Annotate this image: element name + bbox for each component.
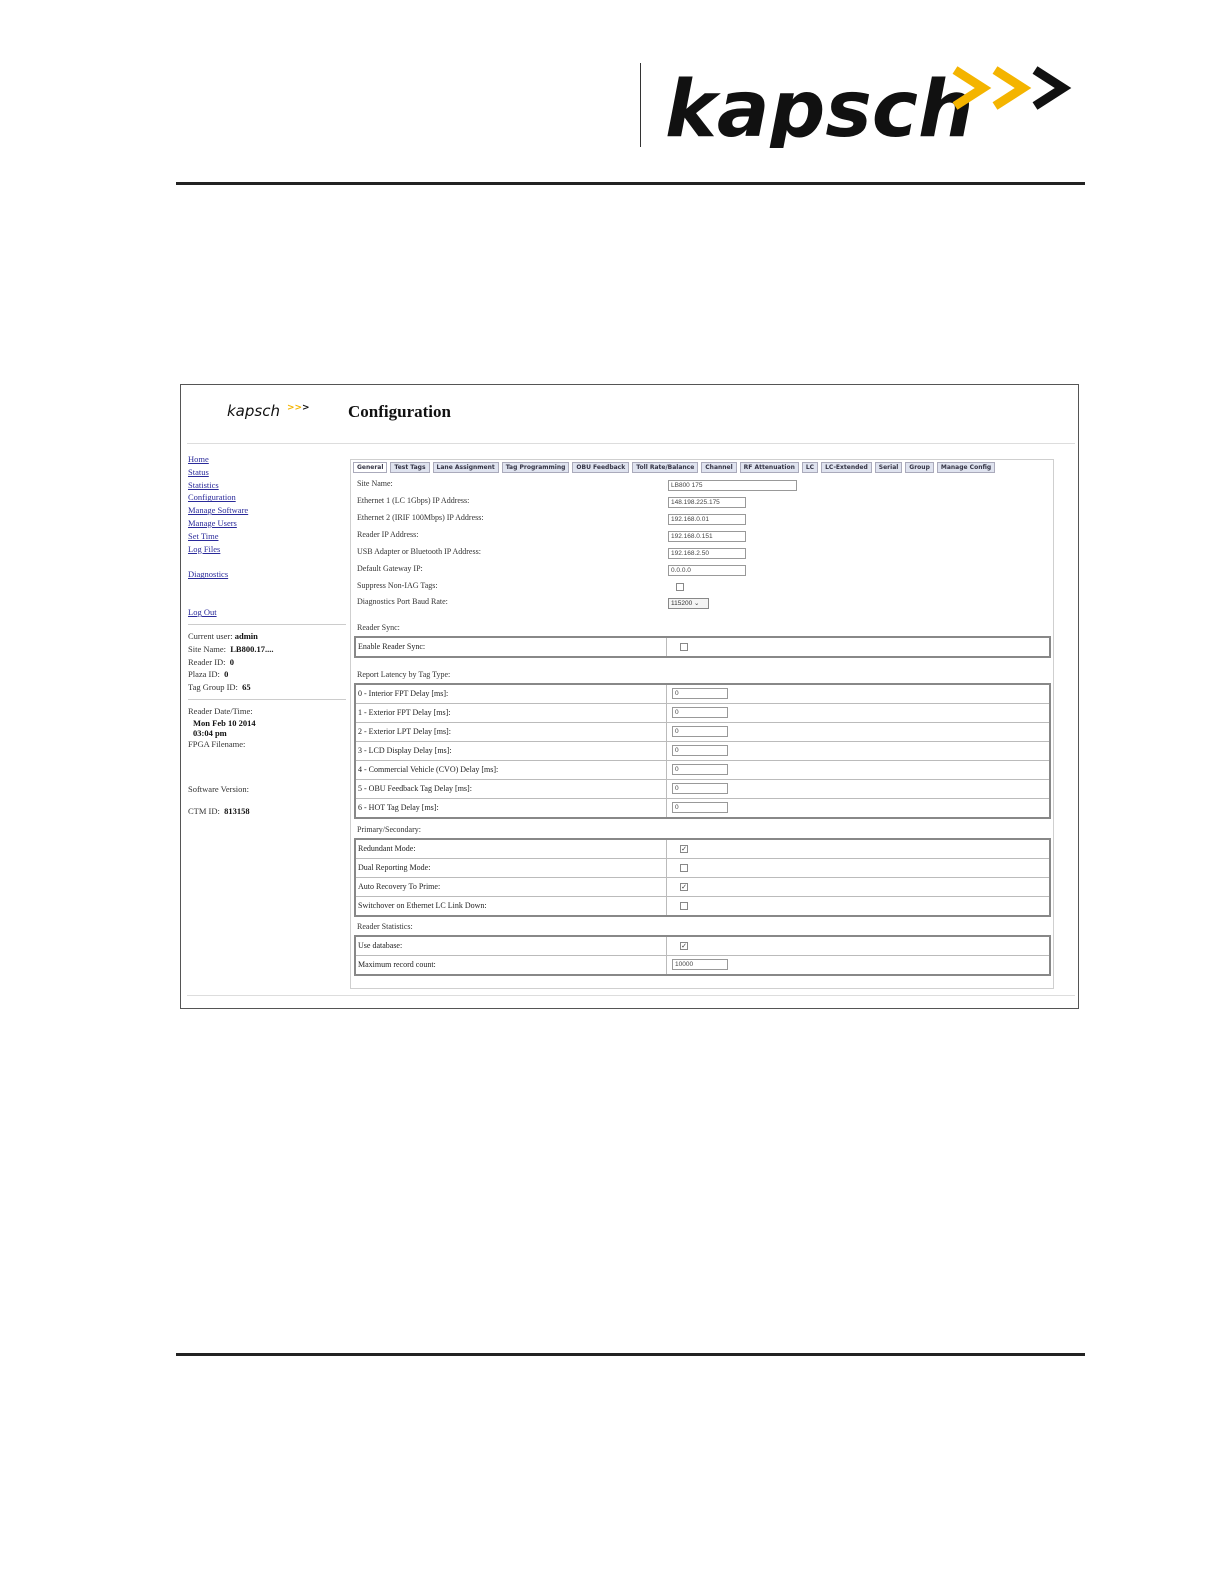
sidebar bbox=[188, 453, 346, 818]
eth1-ip-input[interactable]: 148.198.225.175 bbox=[668, 497, 746, 508]
tab-obu-feedback[interactable]: OBU Feedback bbox=[572, 462, 629, 473]
header-rule bbox=[176, 182, 1085, 185]
nav-manage-software[interactable]: Manage Software bbox=[188, 505, 249, 516]
reader-sync-table bbox=[354, 636, 1051, 658]
baud-rate-select[interactable]: 115200 ⌄ bbox=[668, 598, 709, 609]
table-row bbox=[356, 937, 1049, 956]
eth1-label: Ethernet 1 (LC 1Gbps) IP Address: bbox=[357, 496, 470, 505]
tab-rf-attenuation[interactable]: RF Attenuation bbox=[740, 462, 799, 473]
enable-reader-sync-label: Enable Reader Sync: bbox=[356, 638, 667, 656]
sidebar-divider bbox=[188, 699, 346, 700]
tab-serial[interactable]: Serial bbox=[875, 462, 903, 473]
table-row bbox=[356, 780, 1049, 799]
header-divider bbox=[640, 63, 641, 147]
nav-configuration[interactable]: Configuration bbox=[188, 492, 236, 503]
reader-ip-row bbox=[351, 530, 1053, 544]
plaza-id-info: Plaza ID: 0 bbox=[188, 669, 229, 680]
max-record-count-input[interactable]: 10000 bbox=[672, 959, 728, 970]
nav-status[interactable]: Status bbox=[188, 466, 209, 477]
latency-label: 1 - Exterior FPT Delay [ms]: bbox=[356, 704, 667, 722]
kapsch-logo bbox=[665, 58, 1085, 148]
svg-text:kapsch: kapsch bbox=[227, 402, 280, 420]
dual-reporting-label: Dual Reporting Mode: bbox=[356, 859, 667, 877]
use-database-label: Use database: bbox=[356, 937, 667, 955]
table-row bbox=[356, 878, 1049, 897]
tab-test-tags[interactable]: Test Tags bbox=[390, 462, 429, 473]
table-row bbox=[356, 742, 1049, 761]
tag-group-info: Tag Group ID: 65 bbox=[188, 682, 251, 693]
table-row bbox=[356, 685, 1049, 704]
title-divider bbox=[187, 443, 1075, 444]
current-user-info: Current user: admin bbox=[188, 630, 258, 641]
tab-manage-config[interactable]: Manage Config bbox=[937, 462, 995, 473]
latency-label: 5 - OBU Feedback Tag Delay [ms]: bbox=[356, 780, 667, 798]
latency-label: 6 - HOT Tag Delay [ms]: bbox=[356, 799, 667, 817]
baud-label: Diagnostics Port Baud Rate: bbox=[357, 597, 448, 606]
latency-label: 3 - LCD Display Delay [ms]: bbox=[356, 742, 667, 760]
usb-ip-label: USB Adapter or Bluetooth IP Address: bbox=[357, 547, 481, 556]
enable-reader-sync-checkbox[interactable] bbox=[680, 643, 688, 651]
latency-input[interactable]: 0 bbox=[672, 745, 728, 756]
reader-datetime-label: Reader Date/Time: bbox=[188, 705, 253, 716]
footer-divider bbox=[187, 995, 1075, 996]
latency-input[interactable]: 0 bbox=[672, 802, 728, 813]
redundant-mode-checkbox[interactable]: ✓ bbox=[681, 845, 687, 853]
table-row bbox=[356, 897, 1049, 915]
app-logo bbox=[227, 399, 317, 421]
reader-sync-title: Reader Sync: bbox=[357, 623, 400, 632]
tab-bar bbox=[353, 462, 1051, 473]
web-ui-screenshot bbox=[180, 384, 1079, 1009]
page-title: Configuration bbox=[348, 402, 451, 421]
suppress-row bbox=[351, 581, 1053, 595]
nav-manage-users[interactable]: Manage Users bbox=[188, 517, 237, 528]
reader-date: Mon Feb 10 2014 bbox=[193, 717, 256, 728]
eth2-row bbox=[351, 513, 1053, 527]
primary-secondary-table bbox=[354, 838, 1051, 917]
table-row bbox=[356, 956, 1049, 974]
sidebar-divider bbox=[188, 624, 346, 625]
reader-time: 03:04 pm bbox=[193, 727, 227, 738]
nav-diagnostics[interactable]: Diagnostics bbox=[188, 569, 229, 580]
site-name-row bbox=[351, 479, 1053, 493]
latency-label: 0 - Interior FPT Delay [ms]: bbox=[356, 685, 667, 703]
reader-statistics-table bbox=[354, 935, 1051, 976]
nav-statistics[interactable]: Statistics bbox=[188, 479, 219, 490]
table-row bbox=[356, 638, 1049, 656]
table-row bbox=[356, 799, 1049, 817]
latency-input[interactable]: 0 bbox=[672, 707, 728, 718]
nav-logout[interactable]: Log Out bbox=[188, 607, 217, 618]
gateway-row bbox=[351, 564, 1053, 578]
table-row bbox=[356, 704, 1049, 723]
switchover-checkbox[interactable] bbox=[680, 902, 688, 910]
table-row bbox=[356, 859, 1049, 878]
dual-reporting-checkbox[interactable] bbox=[680, 864, 688, 872]
eth2-ip-input[interactable]: 192.168.0.01 bbox=[668, 514, 746, 525]
software-version-label: Software Version: bbox=[188, 783, 249, 794]
table-row bbox=[356, 840, 1049, 859]
site-name-input[interactable]: LB800 175 bbox=[668, 480, 797, 491]
nav-log-files[interactable]: Log Files bbox=[188, 543, 221, 554]
table-row bbox=[356, 761, 1049, 780]
svg-text:>: > bbox=[302, 403, 310, 413]
max-record-count-label: Maximum record count: bbox=[356, 956, 667, 974]
nav-set-time[interactable]: Set Time bbox=[188, 530, 219, 541]
baud-row bbox=[351, 597, 1053, 611]
reader-ip-label: Reader IP Address: bbox=[357, 530, 419, 539]
auto-recovery-label: Auto Recovery To Prime: bbox=[356, 878, 667, 896]
logo-wordmark: kapsch bbox=[665, 65, 974, 148]
redundant-mode-label: Redundant Mode: bbox=[356, 840, 667, 858]
reader-ip-input[interactable]: 192.168.0.151 bbox=[668, 531, 746, 542]
latency-label: 4 - Commercial Vehicle (CVO) Delay [ms]: bbox=[356, 761, 667, 779]
config-panel bbox=[350, 459, 1054, 989]
site-name-info: Site Name: LB800.17.... bbox=[188, 643, 274, 654]
reader-statistics-title: Reader Statistics: bbox=[357, 922, 413, 931]
ctm-id-info: CTM ID: 813158 bbox=[188, 806, 250, 817]
latency-input[interactable]: 0 bbox=[672, 726, 728, 737]
latency-input[interactable]: 0 bbox=[672, 688, 728, 699]
fpga-filename-label: FPGA Filename: bbox=[188, 738, 246, 749]
usb-ip-row bbox=[351, 547, 1053, 561]
site-name-label: Site Name: bbox=[357, 479, 393, 488]
nav-home[interactable]: Home bbox=[188, 454, 209, 464]
suppress-label: Suppress Non-IAG Tags: bbox=[357, 581, 438, 590]
latency-table bbox=[354, 683, 1051, 819]
use-database-checkbox[interactable]: ✓ bbox=[681, 942, 687, 950]
switchover-label: Switchover on Ethernet LC Link Down: bbox=[356, 897, 667, 915]
latency-input[interactable]: 0 bbox=[672, 764, 728, 775]
table-row bbox=[356, 723, 1049, 742]
tab-general[interactable]: General bbox=[353, 462, 387, 473]
usb-ip-input[interactable]: 192.168.2.50 bbox=[668, 548, 746, 559]
reader-id-info: Reader ID: 0 bbox=[188, 656, 235, 667]
eth1-row bbox=[351, 496, 1053, 510]
tab-tag-programming[interactable]: Tag Programming bbox=[502, 462, 570, 473]
tab-channel[interactable]: Channel bbox=[701, 462, 736, 473]
gateway-label: Default Gateway IP: bbox=[357, 564, 423, 573]
svg-text:>>: >> bbox=[287, 403, 303, 413]
gateway-ip-input[interactable]: 0.0.0.0 bbox=[668, 565, 746, 576]
primary-secondary-title: Primary/Secondary: bbox=[357, 825, 421, 834]
chevron-down-icon: ⌄ bbox=[694, 600, 700, 607]
suppress-checkbox[interactable] bbox=[676, 583, 684, 591]
latency-label: 2 - Exterior LPT Delay [ms]: bbox=[356, 723, 667, 741]
auto-recovery-checkbox[interactable]: ✓ bbox=[681, 883, 687, 891]
latency-title: Report Latency by Tag Type: bbox=[357, 670, 451, 679]
tab-group[interactable]: Group bbox=[905, 462, 934, 473]
footer-rule bbox=[176, 1353, 1085, 1356]
tab-toll-rate-balance[interactable]: Toll Rate/Balance bbox=[632, 462, 698, 473]
eth2-label: Ethernet 2 (IRIF 100Mbps) IP Address: bbox=[357, 513, 484, 522]
tab-lane-assignment[interactable]: Lane Assignment bbox=[433, 462, 499, 473]
tab-lc-extended[interactable]: LC-Extended bbox=[821, 462, 872, 473]
tab-lc[interactable]: LC bbox=[802, 462, 818, 473]
latency-input[interactable]: 0 bbox=[672, 783, 728, 794]
